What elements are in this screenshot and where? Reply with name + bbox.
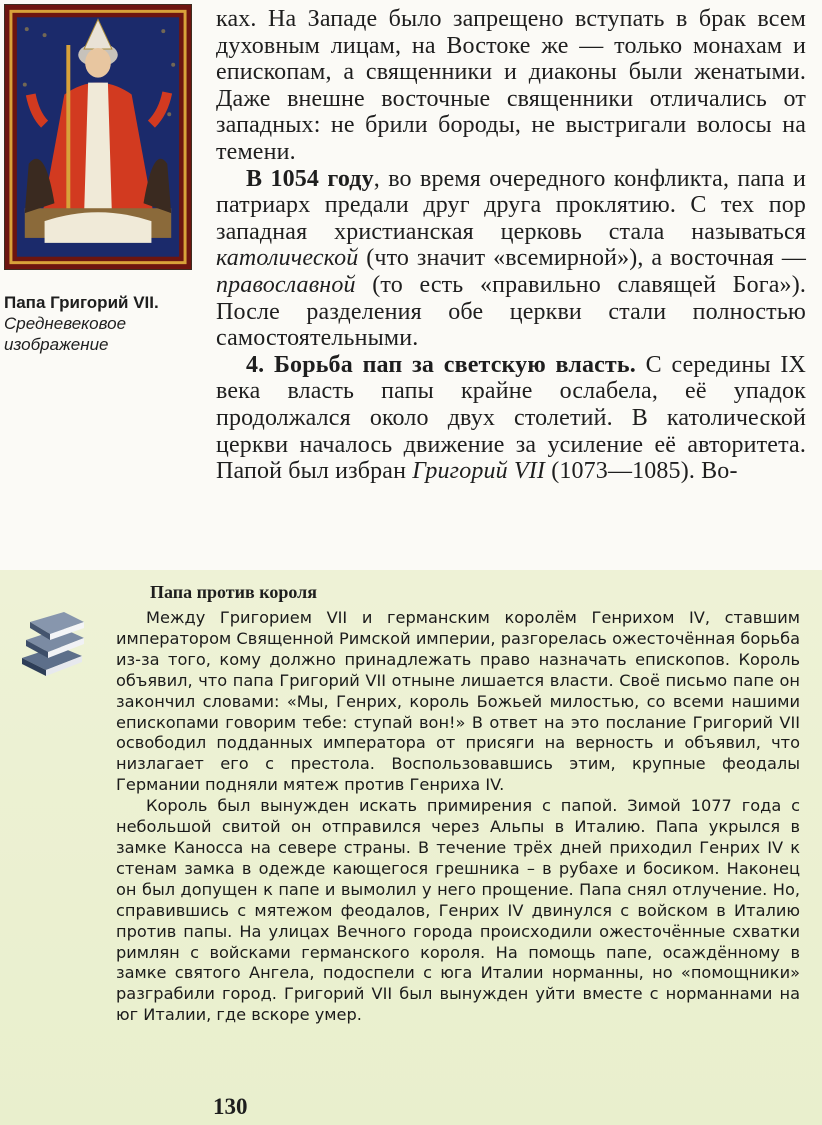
caption-name: Папа Григорий VII.	[4, 293, 159, 312]
term-catholic: католической	[216, 245, 359, 272]
paragraph-3: 4. Борьба пап за светскую власть. С середины IX века власть папы крайне ослабела, её упадок продолжался около двух столетий. В католической церкви началось движение за усиление её авторитета. Папой был избран Григорий VII (1073—1085). Во-	[216, 351, 806, 485]
term-orthodox: православной	[216, 271, 356, 298]
pope-illustration	[4, 4, 192, 270]
box-text	[116, 608, 800, 1026]
paragraph-1: ках. На Западе было запрещено вступать в брак всем духовным лицам, на Востоке же — только монахам и епископам, а священники и диаконы были женатыми. Даже внешне восточные священники отличались от западных: не брили бороды, не выстригали волосы на темени.	[216, 6, 806, 165]
books-icon	[18, 608, 86, 678]
section-heading: 4. Борьба пап за светскую власть.	[246, 351, 636, 378]
page-number: 130	[213, 1094, 248, 1119]
box-paragraph-2: Король был вынужден искать примирения с папой. Зимой 1077 года с небольшой свитой он отправился через Альпы в Италию. Папа укрылся в замке Каносса на севере страны. В течение трёх дней приходил Генрих IV к стенам замка в одежде кающегося грешника – в рубахе и босиком. Наконец он был допущен к папе и вымолил у него прощение. Папа снял отлучение. Но, справившись с мятежом феодалов, Генрих IV двинулся с войском в Италию против папы. На улицах Вечного города происходили ожесточённые схватки римлян с войсками германского короля. На помощь папе, осаждённому в замке святого Ангела, подоспели с юга Италии норманны, но «помощники» разграбили город. Григорий VII был вынужден уйти вместе с норманнами на юг Италии, где вскоре умер.	[116, 796, 800, 1025]
medieval-pope-miniature	[5, 5, 191, 269]
box-title: Папа против короля	[150, 582, 317, 602]
name-gregory: Григорий VII	[412, 458, 546, 485]
sidebar-box	[0, 570, 822, 1125]
illustration-caption	[4, 292, 194, 355]
year-1054: В 1054 году	[246, 165, 374, 192]
box-paragraph-1: Между Григорием VII и германским королём Генрихом IV, ставшим императором Священной Римской империи, разгорелась ожесточённая борьба из-за того, кому должно принадлежать право назначать епископов. Король объявил, что папа Григорий VII отныне лишается власти. Своё письмо папе он закончил словами: «Мы, Генрих, король Божьей милостью, со всеми нашими епископами говорим тебе: ступай вон!» В ответ на это послание Григорий VII освободил подданных императора от присяги на верность и объявил, что низлагает его с престола. Воспользовавшись этим, крупные феодалы Германии подняли мятеж против Генриха IV.	[116, 608, 800, 795]
caption-description: Средневековое изображение	[4, 314, 127, 354]
paragraph-2: В 1054 году, во время очередного конфликта, папа и патриарх предали друг друга проклятию. С тех пор западная христианская церковь стала называться католической (что значит «всемирной»), а восточная — православной (то есть «правильно славящей Бога»). После разделения обе церкви стали полностью самостоятельными.	[216, 165, 806, 352]
main-text	[216, 6, 806, 485]
